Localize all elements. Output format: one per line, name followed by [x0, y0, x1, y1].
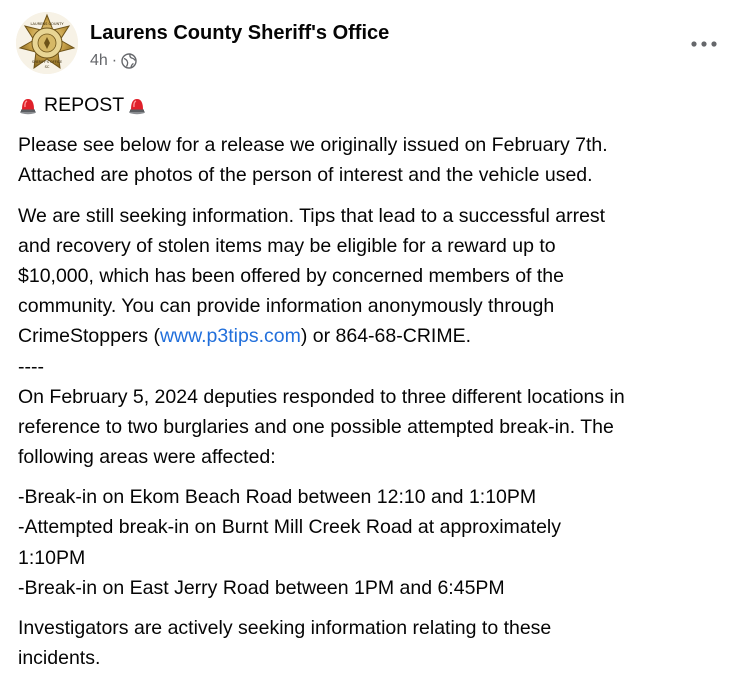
list-item: -Attempted break-in on Burnt Mill Creek Road at approximately: [18, 516, 561, 539]
repost-line: [18, 90, 724, 120]
svg-text:SC: SC: [44, 65, 50, 69]
paragraph-1-line-1: Please see below for a release we originally issued on February 7th.: [18, 134, 608, 157]
meta-separator: ·: [111, 52, 118, 69]
crimestoppers-text: CrimeStoppers (: [18, 325, 160, 348]
separator-dashes: ----: [18, 355, 44, 378]
page-avatar[interactable]: [16, 12, 78, 74]
police-siren-icon: [18, 95, 38, 115]
p3tips-link[interactable]: www.p3tips.com: [159, 325, 301, 348]
police-siren-icon: [127, 95, 147, 115]
post-header: [16, 12, 723, 78]
spacer: [18, 120, 724, 130]
list-item: -Break-in on Ekom Beach Road between 12:10 and 1:10PM: [18, 486, 537, 509]
paragraph-3-line-1: Investigators are actively seeking information relating to these: [18, 617, 552, 639]
more-options-button[interactable]: [685, 30, 723, 58]
globe-icon[interactable]: [121, 53, 137, 69]
paragraph-2-line-5: [18, 321, 724, 351]
sheriff-badge-logo: [16, 12, 78, 74]
page-name-link[interactable]: Laurens County Sheriff's Office: [90, 22, 390, 44]
more-options-icon: [689, 40, 719, 48]
paragraph-2-line-7: On February 5, 2024 deputies responded to three different locations in: [18, 385, 625, 408]
post-timestamp[interactable]: 4h: [90, 52, 108, 69]
spacer: [18, 191, 724, 201]
spacer: [18, 472, 724, 482]
list-item-continuation: 1:10PM: [18, 546, 86, 569]
paragraph-1-line-2: Attached are photos of the person of interest and the vehicle used.: [18, 164, 593, 187]
paragraph-3-line-2: incidents.: [18, 647, 101, 670]
paragraph-2-line-2: and recovery of stolen items may be eligible for a reward up to: [18, 234, 556, 257]
paragraph-2-line-8: reference to two burglaries and one possible attempted break-in. The: [18, 415, 614, 438]
list-item: -Break-in on East Jerry Road between 1PM and 6:45PM: [18, 576, 505, 599]
paragraph-2-line-1: We are still seeking information. Tips that lead to a successful arrest: [18, 204, 606, 227]
paragraph-2-line-4: community. You can provide information anonymously through: [18, 295, 555, 318]
repost-label: REPOST: [44, 94, 125, 116]
svg-text:SHERIFF'S OFFICE: SHERIFF'S OFFICE: [31, 60, 63, 64]
post-body: [18, 90, 724, 673]
post-meta: [90, 51, 137, 71]
phone-text: ) or 864-68-CRIME.: [300, 325, 471, 348]
paragraph-2-line-9: following areas were affected:: [18, 446, 276, 469]
svg-text:LAURENS COUNTY: LAURENS COUNTY: [30, 22, 64, 26]
spacer: [18, 603, 724, 613]
paragraph-2-line-3: $10,000, which has been offered by concerned members of the: [18, 264, 564, 287]
